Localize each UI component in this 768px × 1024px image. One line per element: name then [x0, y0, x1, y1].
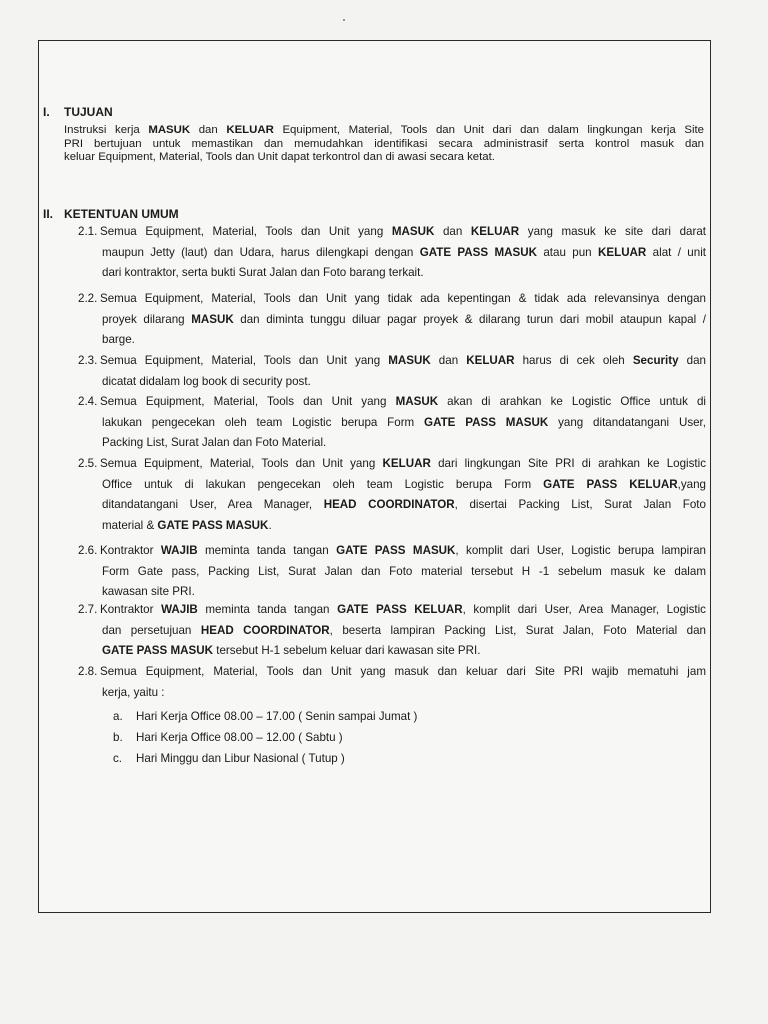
paragraph-line: PRI bertujuan untuk memastikan dan memudahkan identifikasi secara administrasif serta kontrol masuk dan — [64, 137, 704, 150]
section-heading-tujuan — [43, 105, 113, 119]
item-text — [100, 541, 706, 603]
item-line: Form Gate pass, Packing List, Surat Jalan dan Foto material tersebut H -1 sebelum masuk ke dalam — [102, 564, 706, 578]
item-text: Hari Minggu dan Libur Nasional ( Tutup ) — [136, 752, 345, 765]
section-title: TUJUAN — [64, 105, 113, 119]
item-line: barge. — [102, 333, 135, 347]
item-line: Kontraktor WAJIB meminta tanda tangan GATE PASS MASUK, komplit dari User, Logistic berupa lampiran — [100, 544, 706, 557]
working-hours-list — [113, 706, 417, 769]
item-text: Hari Kerja Office 08.00 – 12.00 ( Sabtu ) — [136, 731, 343, 744]
item-line: Packing List, Surat Jalan dan Foto Material. — [102, 436, 327, 450]
item-line: maupun Jetty (laut) dan Udara, harus dilengkapi dengan GATE PASS MASUK atau pun KELUAR alat / unit — [102, 245, 706, 259]
ketentuan-item — [78, 289, 706, 351]
item-line: Office untuk di lakukan pengecekan oleh team Logistic berupa Form GATE PASS KELUAR,yang — [102, 477, 706, 491]
ketentuan-item — [78, 541, 706, 603]
item-text — [100, 351, 706, 392]
item-line: kerja, yaitu : — [102, 685, 165, 699]
ketentuan-item — [78, 222, 706, 284]
item-letter: b. — [113, 731, 123, 744]
item-line: dari kontraktor, serta bukti Surat Jalan dan Foto barang terkait. — [102, 266, 424, 280]
item-number: 2.8. — [78, 665, 98, 678]
item-number: 2.7. — [78, 603, 98, 616]
paragraph-line: Instruksi kerja MASUK dan KELUAR Equipment, Material, Tools dan Unit dari dan dalam lingkungan kerja Site — [64, 124, 704, 136]
section-heading-ketentuan-umum — [43, 207, 179, 221]
ketentuan-item — [78, 351, 706, 392]
section-title: KETENTUAN UMUM — [64, 207, 179, 221]
item-line: Semua Equipment, Material, Tools dan Unit yang MASUK akan di arahkan ke Logistic Office untuk di — [100, 395, 707, 408]
tujuan-paragraph — [64, 124, 704, 165]
working-hours-item — [113, 748, 417, 769]
item-letter: c. — [113, 752, 123, 765]
item-text — [100, 222, 706, 284]
item-text — [100, 289, 706, 351]
item-text — [100, 600, 706, 662]
item-number: 2.2. — [78, 292, 98, 305]
ketentuan-item — [78, 600, 706, 662]
item-line: Semua Equipment, Material, Tools dan Unit yang KELUAR dari lingkungan Site PRI di arahkan ke Logistic — [100, 457, 707, 470]
item-number: 2.3. — [78, 354, 98, 367]
item-line: dicatat didalam log book di security post. — [102, 374, 311, 388]
item-number: 2.5. — [78, 457, 98, 470]
working-hours-item — [113, 706, 417, 727]
working-hours-item — [113, 727, 417, 748]
item-number: 2.6. — [78, 544, 98, 557]
item-line: kawasan site PRI. — [102, 585, 195, 599]
scan-speck — [343, 19, 345, 21]
item-line: dan persetujuan HEAD COORDINATOR, beserta lampiran Packing List, Surat Jalan, Foto Material dan — [102, 623, 706, 637]
item-number: 2.1. — [78, 225, 98, 238]
item-line: GATE PASS MASUK tersebut H-1 sebelum keluar dari kawasan site PRI. — [102, 644, 481, 658]
item-line: Semua Equipment, Material, Tools dan Unit yang tidak ada kepentingan & tidak ada relevansinya dengan — [100, 292, 706, 305]
item-line: Kontraktor WAJIB meminta tanda tangan GATE PASS KELUAR, komplit dari User, Area Manager, Logistic — [100, 603, 706, 616]
section-number: II. — [43, 207, 54, 221]
item-line: Semua Equipment, Material, Tools dan Unit yang MASUK dan KELUAR harus di cek oleh Security dan — [100, 354, 706, 367]
item-text — [100, 392, 706, 454]
item-number: 2.4. — [78, 395, 98, 408]
item-line: material & GATE PASS MASUK. — [102, 518, 272, 532]
ketentuan-item — [78, 662, 706, 703]
item-text — [100, 454, 706, 536]
item-line: ditandatangani User, Area Manager, HEAD COORDINATOR, disertai Packing List, Surat Jalan Foto — [102, 498, 706, 512]
section-number: I. — [43, 105, 50, 119]
paragraph-line: keluar Equipment, Material, Tools dan Unit dapat terkontrol dan di awasi secara ketat. — [64, 151, 495, 163]
item-text: Hari Kerja Office 08.00 – 17.00 ( Senin sampai Jumat ) — [136, 710, 418, 723]
ketentuan-item — [78, 454, 706, 536]
item-line: proyek dilarang MASUK dan diminta tunggu diluar pagar proyek & dilarang turun dari mobil ataupun kapal / — [102, 312, 707, 326]
item-letter: a. — [113, 710, 123, 723]
item-line: lakukan pengecekan oleh team Logistic berupa Form GATE PASS MASUK yang ditandatangani User, — [102, 415, 707, 429]
item-text — [100, 662, 706, 703]
ketentuan-item — [78, 392, 706, 454]
item-line: Semua Equipment, Material, Tools dan Unit yang MASUK dan KELUAR yang masuk ke site dari darat — [100, 225, 706, 238]
item-line: Semua Equipment, Material, Tools dan Unit yang masuk dan keluar dari Site PRI wajib mematuhi jam — [100, 665, 706, 678]
